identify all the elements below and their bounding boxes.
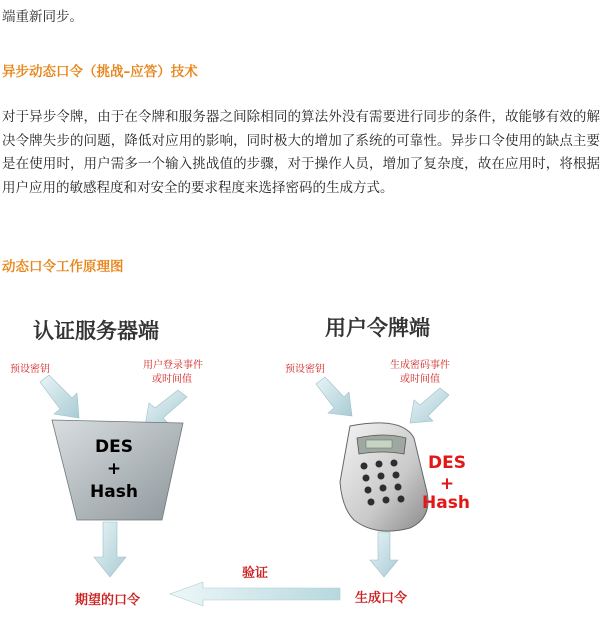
arrow-token-preset-key bbox=[316, 377, 352, 416]
expected-password-label: 期望的口令 bbox=[75, 593, 141, 608]
server-algo-des: DES bbox=[95, 437, 133, 457]
arrow-server-down bbox=[94, 522, 126, 577]
token-algo-hash: Hash bbox=[422, 493, 470, 513]
arrow-token-event bbox=[410, 388, 449, 423]
server-event-label-line1: 用户登录事件 bbox=[143, 360, 203, 371]
arrow-server-event bbox=[145, 390, 187, 426]
token-preset-key-label: 预设密钥 bbox=[285, 364, 325, 375]
token-algo-plus: + bbox=[439, 474, 455, 494]
server-event-label-line2: 或时间值 bbox=[152, 374, 192, 385]
otp-working-principle-diagram bbox=[0, 292, 600, 622]
token-side-title: 用户令牌端 bbox=[325, 316, 430, 340]
server-algo-plus: + bbox=[106, 459, 122, 479]
arrow-token-down bbox=[370, 532, 398, 577]
token-event-label-line2: 或时间值 bbox=[400, 374, 440, 385]
token-algo-des: DES bbox=[428, 453, 466, 473]
server-algo-hash: Hash bbox=[90, 482, 138, 502]
section-heading-async-otp: 异步动态口令（挑战–应答）技术 bbox=[2, 64, 198, 80]
token-device-icon bbox=[340, 423, 428, 531]
arrow-server-preset-key bbox=[40, 375, 79, 418]
generated-password-label: 生成口令 bbox=[355, 591, 408, 606]
async-otp-paragraph: 对于异步令牌，由于在令牌和服务器之间除相同的算法外没有需要进行同步的条件，故能够有效的解决令牌失步的问题，降低对应用的影响，同时极大的增加了系统的可靠性。异步口令使用的缺点主要是在使用时，用户需多一个输入挑战值的步骤，对于操作人员，增加了复杂度，故在应用时，将根据用户应用的敏感程度和对安全的要求程度来选择密码的生成方式。 bbox=[2, 109, 600, 196]
server-preset-key-label: 预设密钥 bbox=[10, 364, 50, 375]
intro-tail-text: 端重新同步。 bbox=[2, 9, 83, 25]
token-event-label-line1: 生成密码事件 bbox=[390, 360, 450, 371]
server-side-title: 认证服务器端 bbox=[33, 319, 159, 343]
section-heading-diagram: 动态口令工作原理图 bbox=[2, 259, 124, 275]
arrow-verify bbox=[170, 582, 340, 606]
verify-label: 验证 bbox=[242, 566, 269, 581]
